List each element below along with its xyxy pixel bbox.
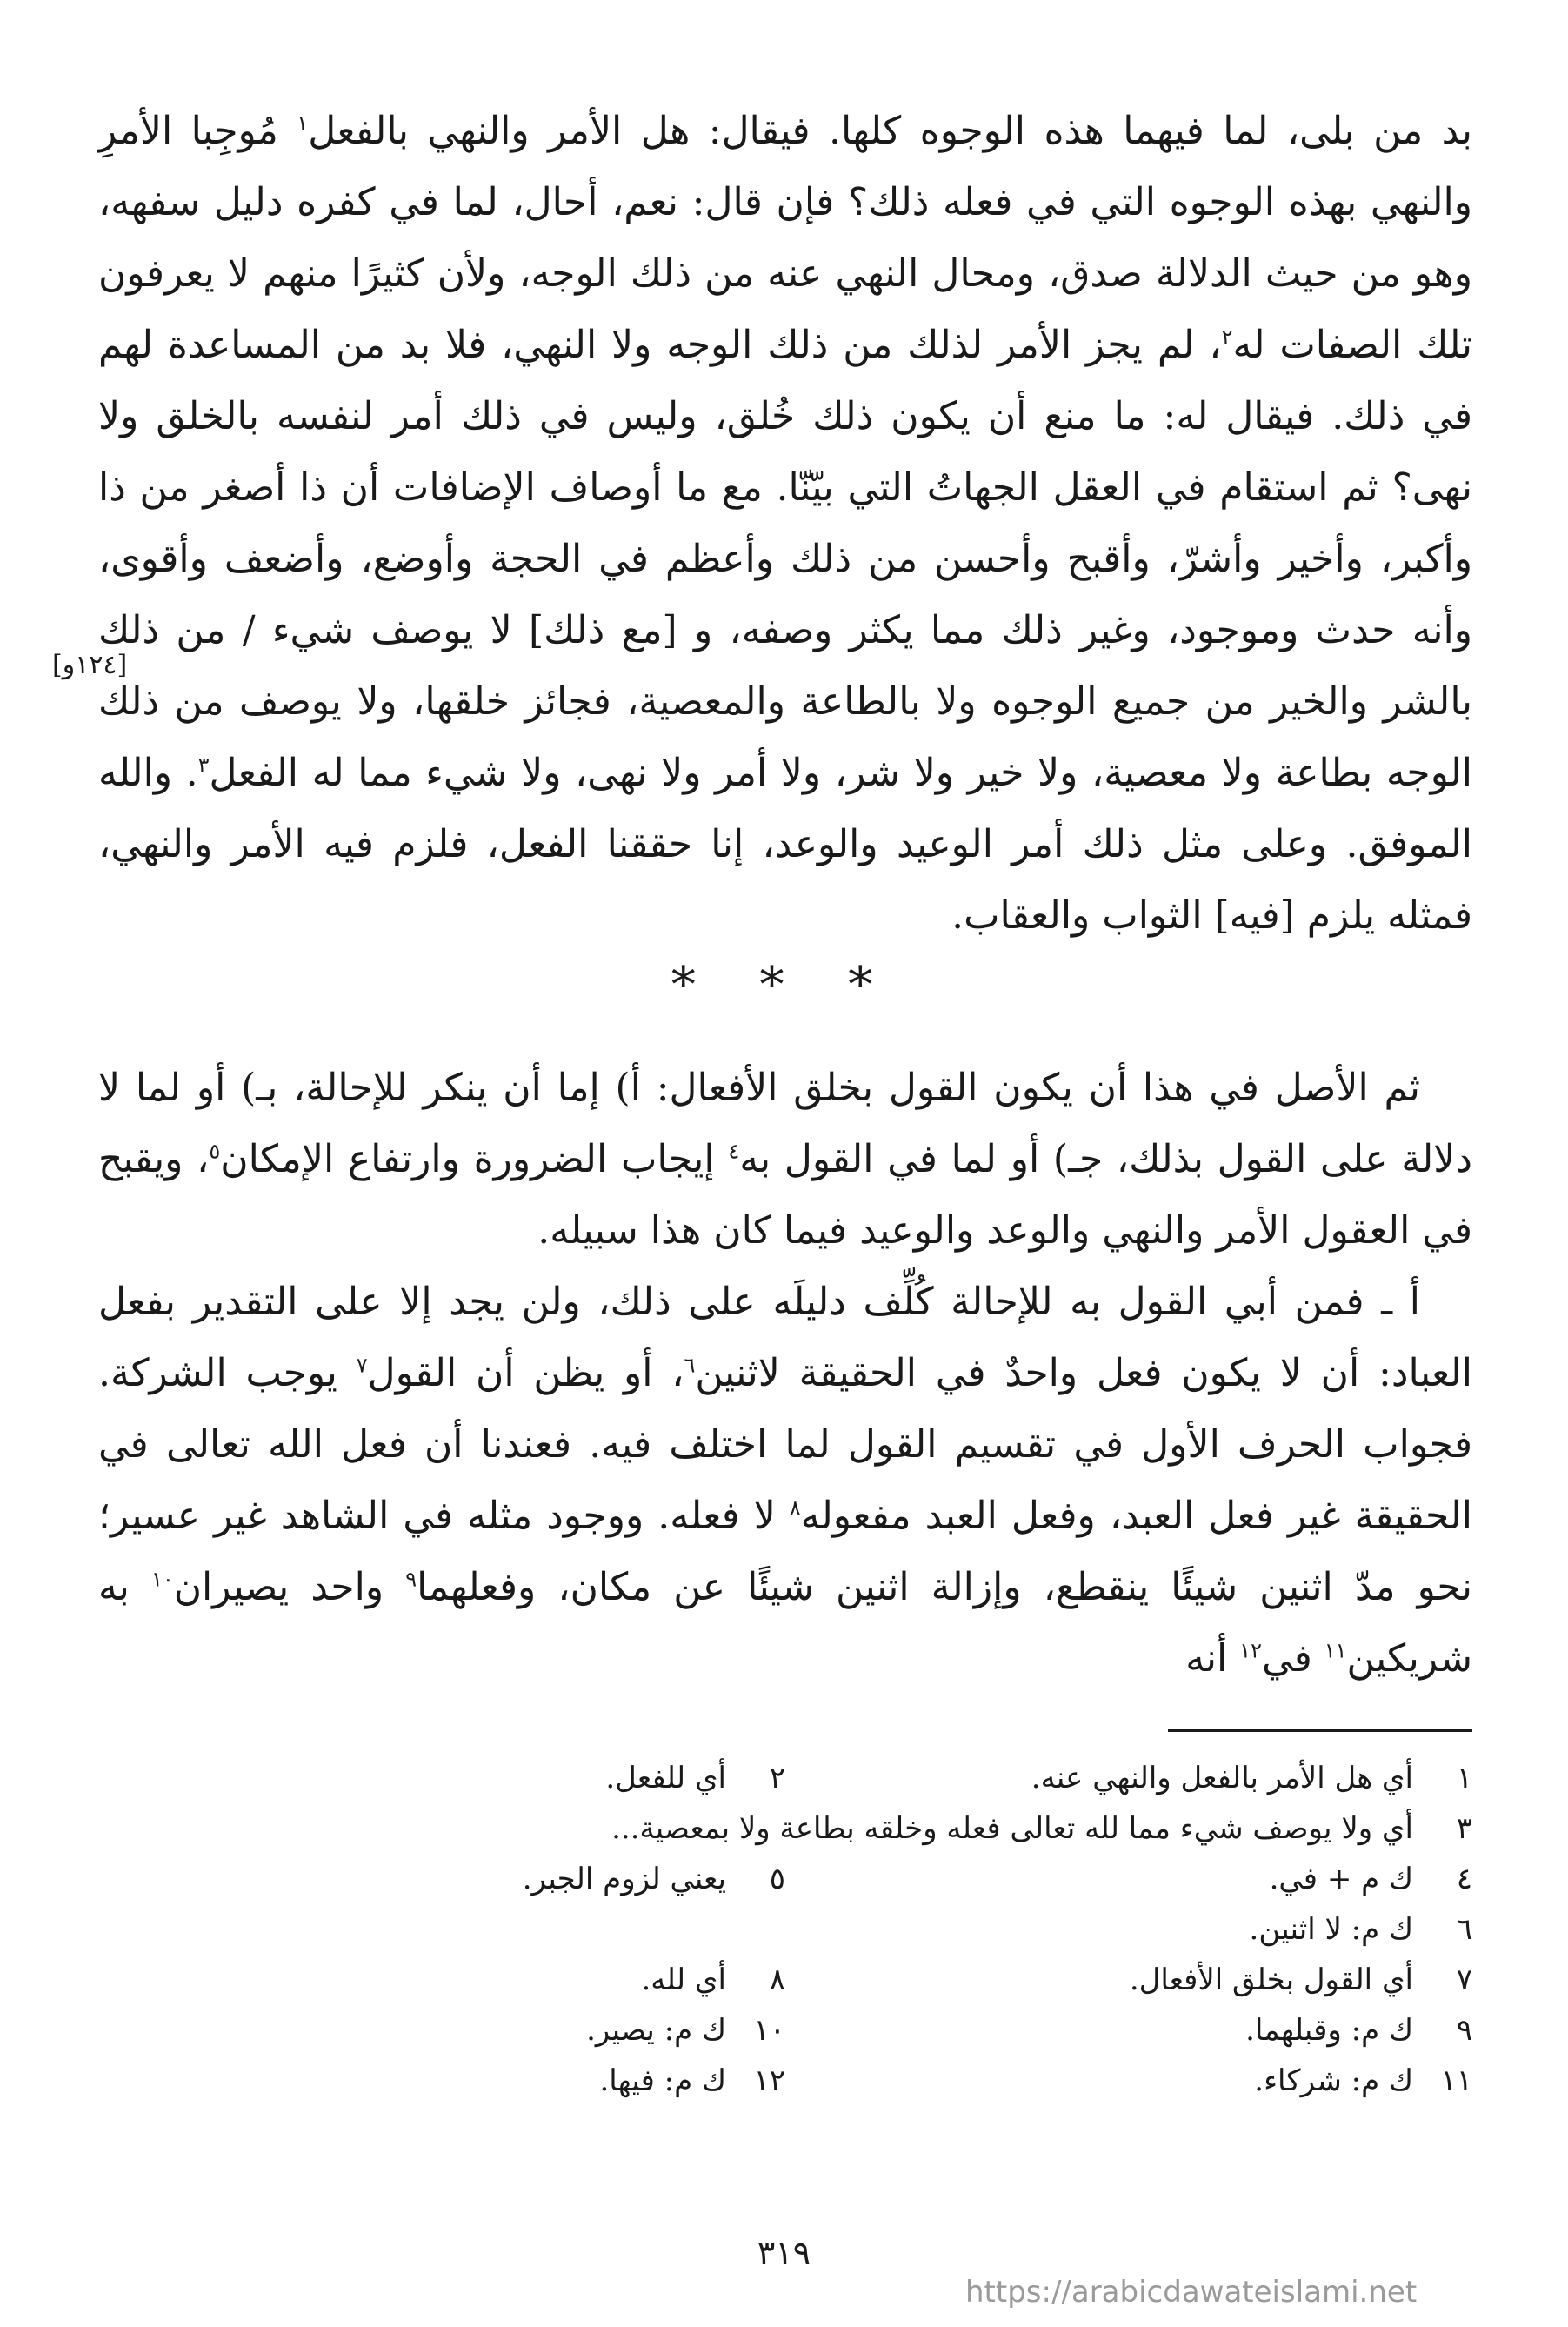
text-segment: ثم الأصل في هذا أن يكون القول بخلق الأفعال: أ) إما أن ينكر للإحالة، بـ) أو لما لا دلالة على القول بذلك، جـ) أو لما في القول به <box>98 1066 1472 1181</box>
text-segment: إيجاب الضرورة وارتفاع الإمكان <box>220 1137 729 1181</box>
text-segment: في <box>1262 1636 1324 1681</box>
footnote-ref-11: ١١ <box>1324 1638 1347 1663</box>
paragraph-text <box>98 1267 1472 1695</box>
paragraph-text <box>98 96 1472 952</box>
text-segment: يوجب الشركة. فجواب الحرف الأول في تقسيم القول لما اختلف فيه. فعندنا أن فعل الله تعالى في الحقيقة غير فعل العبد، وفعل العبد مفعوله <box>98 1351 1472 1538</box>
footnote-11: ١١ ك م: شركاء. <box>1254 2063 1472 2098</box>
text-segment: . والله الموفق. وعلى مثل ذلك أمر الوعيد والوعد، إنا حققنا الفعل، فلزم فيه الأمر والنهي، فمثله يلزم [فيه] الثواب والعقاب. <box>98 751 1472 938</box>
footnote-row <box>98 1854 1472 1904</box>
footnote-ref-1: ١ <box>297 110 309 136</box>
text-segment: ، ويقبح في العقول الأمر والنهي والوعد والوعيد فيما كان هذا سبيله. <box>98 1137 1472 1253</box>
footnote-10: ١٠ ك م: يصير. <box>586 2013 785 2048</box>
text-segment: به شريكين <box>98 1565 1472 1681</box>
footnote-ref-8: ٨ <box>789 1495 801 1521</box>
text-segment: أ ـ فمن أبي القول به للإحالة كُلِّف دليلَه على ذلك، ولن يجد إلا على التقدير بفعل العباد: أن لا يكون فعل واحدٌ في الحقيقة لاثنين <box>98 1280 1472 1395</box>
footnote-ref-12: ١٢ <box>1239 1638 1263 1663</box>
text-segment: واحد يصيران <box>173 1565 406 1609</box>
footnote-ref-9: ٩ <box>405 1567 417 1592</box>
footnote-row <box>98 2056 1472 2106</box>
text-segment: مُوجِبا الأمرِ والنهي بهذه الوجوه التي في فعله ذلك؟ فإن قال: نعم، أحال، لما في كفره دليل سفهه، وهو من حيث الدلالة صدق، ومحال النهي عنه من ذلك الوجه، ولأن كثيرًا منهم لا يعرفون تلك الصفات له <box>98 109 1472 367</box>
footnotes-section <box>98 1753 1472 2106</box>
main-paragraph-2 <box>98 1053 1472 1695</box>
website-watermark: https://arabicdawateislami.net <box>965 2275 1418 2310</box>
footnote-divider <box>1168 1729 1472 1732</box>
section-separator: * * * <box>671 957 897 1013</box>
footnote-row <box>98 1803 1472 1854</box>
footnote-1: ١ أي هل الأمر بالفعل والنهي عنه. <box>1031 1761 1472 1795</box>
footnote-2: ٢ أي للفعل. <box>605 1761 785 1795</box>
footnote-8: ٨ أي لله. <box>641 1963 785 1997</box>
footnote-ref-3: ٣ <box>197 752 210 778</box>
footnote-row <box>98 1955 1472 2005</box>
manuscript-folio-marker: [١٢٤و] <box>52 650 128 680</box>
footnote-ref-6: ٦ <box>684 1353 696 1378</box>
footnote-row <box>98 2005 1472 2056</box>
footnote-ref-7: ٧ <box>356 1353 368 1378</box>
footnote-3: ٣ أي ولا يوصف شيء مما لله تعالى فعله وخلقه بطاعة ولا بمعصية... <box>611 1811 1472 1846</box>
footnote-4: ٤ ك م + في. <box>1269 1862 1472 1896</box>
footnote-ref-4: ٤ <box>728 1139 740 1164</box>
text-segment: بد من بلى، لما فيهما هذه الوجوه كلها. فيقال: هل الأمر والنهي بالفعل <box>308 109 1472 153</box>
footnote-12: ١٢ ك م: فيها. <box>599 2063 785 2098</box>
text-segment: ، أو يظن أن القول <box>367 1351 684 1395</box>
footnote-6: ٦ ك م: لا اثنين. <box>1249 1912 1472 1947</box>
footnote-row <box>98 1753 1472 1803</box>
footnote-7: ٧ أي القول بخلق الأفعال. <box>1129 1963 1472 1997</box>
footnote-9: ٩ ك م: وقبلهما. <box>1245 2013 1472 2048</box>
paragraph-text <box>98 1053 1472 1267</box>
text-segment: ، لم يجز الأمر لذلك من ذلك الوجه ولا النهي، فلا بد من المساعدة لهم في ذلك. فيقال له: ما منع أن يكون ذلك خُلق، وليس في ذلك أمر لنفسه بالخلق ولا نهى؟ ثم استقام في العقل الجهاتُ التي بيّنّا. مع ما أوصاف الإضافات أن ذا أصغر من ذا وأكبر، وأخير وأشرّ، وأقبح وأحسن من ذلك وأعظم في الحجة وأوضع، وأضعف وأقوى، وأنه حدث وموجود، وغير ذلك مما يكثر وصفه، و [مع ذلك] لا يوصف شيء / من ذلك بالشر والخير من جميع الوجوه ولا بالطاعة والمعصية، فجائز خلقها، ولا يوصف من ذلك الوجه بطاعة ولا معصية، ولا خير ولا شر، ولا أمر ولا نهى، ولا شيء مما له الفعل <box>98 323 1472 795</box>
footnote-ref-5: ٥ <box>209 1139 221 1164</box>
text-segment: لا فعله. ووجود مثله في الشاهد غير عسير؛ نحو مدّ اثنين شيئًا ينقطع، وإزالة اثنين شيئًا عن مكان، وفعلهما <box>98 1494 1472 1609</box>
footnote-ref-10: ١٠ <box>150 1567 174 1592</box>
footnote-ref-2: ٢ <box>1221 324 1233 350</box>
footnote-5: ٥ يعني لزوم الجبر. <box>522 1862 785 1896</box>
main-paragraph-1 <box>98 96 1472 952</box>
text-segment: أنه <box>1185 1636 1240 1681</box>
footnote-row <box>98 1904 1472 1955</box>
page-number: ٣١٩ <box>757 2234 811 2272</box>
